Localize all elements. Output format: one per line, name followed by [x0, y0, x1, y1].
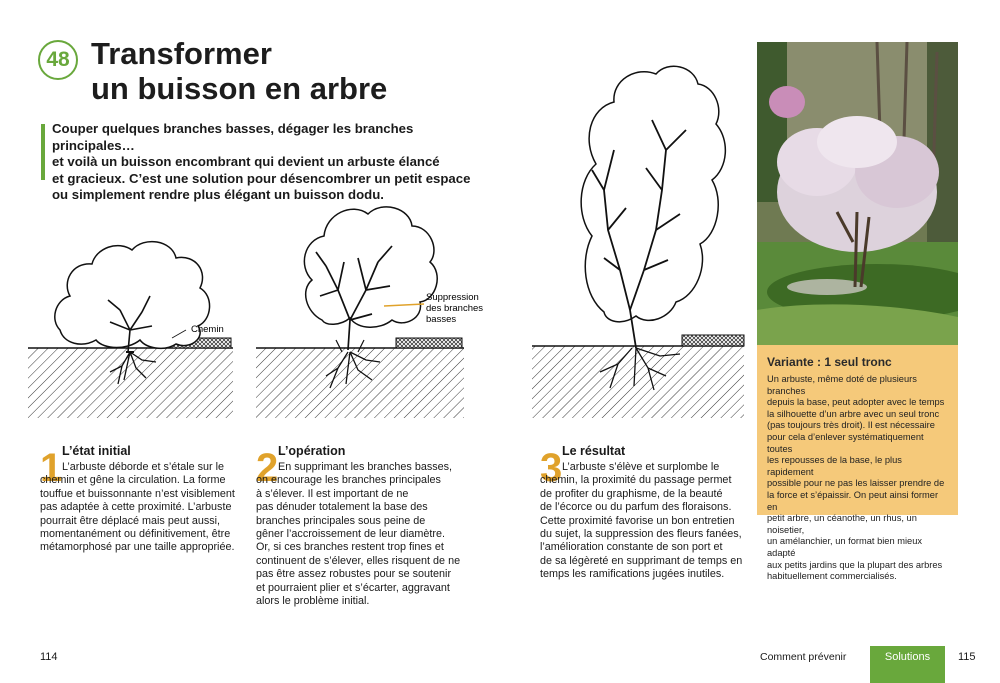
page-number-left: 114 — [40, 651, 58, 663]
body-line: les repousses de la base, le plus rapidement — [767, 455, 902, 477]
label-suppression-line3: basses — [426, 314, 457, 325]
section-tab-solutions[interactable]: Solutions — [870, 646, 945, 683]
body-line: En supprimant les branches basses, — [278, 461, 453, 473]
body-line: gêner l’accroissement de leur diamètre. — [256, 528, 446, 541]
garden-photo-art — [757, 42, 958, 345]
body-line: la force et s’épaissir. On peut ainsi former en — [767, 489, 939, 512]
body-line: alors le problème initial. — [256, 595, 370, 608]
body-line: à s’élever. Il est important de ne — [256, 487, 409, 500]
label-suppression-line1: Suppression — [426, 292, 479, 303]
chapter-number-badge: 48 — [38, 40, 78, 80]
body-line: de l’écorce ou du parfum des floraisons. — [540, 501, 732, 514]
body-line: petit arbre, un céanothe, un rhus, un noisetier, — [767, 513, 917, 535]
label-suppression-line2: des branches — [426, 303, 484, 314]
body-line: pas être assez robustes pour se soutenir — [256, 568, 452, 581]
body-line: continuent de s’élever, elles risquent de ne — [256, 554, 461, 567]
illustration-operation — [256, 207, 483, 418]
body-line: métamorphosé par une taille appropriée. — [40, 541, 235, 554]
body-line: du sujet, la suppression des fleurs fanées, — [540, 528, 742, 541]
lead-line: Couper quelques branches basses, dégager les branches principales… — [52, 121, 414, 153]
body-line: Cette proximité favorise un bon entretien — [540, 514, 735, 527]
body-line: momentanément ou définitivement, être — [40, 528, 231, 541]
body-line: la silhouette d’un arbre avec un seul tronc — [767, 408, 940, 419]
body-line: aux petits jardins que la plupart des arbres — [767, 559, 943, 570]
step-1-title: L’état initial — [62, 444, 131, 458]
lead-line: et gracieux. C’est une solution pour désencombrer un petit espace — [52, 170, 471, 186]
body-line: chemin et gêne la circulation. La forme — [40, 474, 226, 487]
variant-box — [757, 345, 958, 582]
body-line: pas adaptée à cette proximité. L’arbuste — [40, 501, 232, 514]
step-3-body — [540, 461, 762, 582]
body-line: chemin, la proximité du passage permet — [540, 474, 732, 487]
step-1-body — [40, 461, 247, 555]
step-1-number: 1 — [40, 446, 63, 490]
lead-line: et voilà un buisson encombrant qui devient un arbuste élancé — [52, 154, 440, 170]
body-line: touffue et buissonnante n’est visiblement — [40, 487, 235, 500]
tree-illustrations — [0, 0, 760, 440]
page-title-line2: un buisson en arbre — [91, 71, 388, 106]
body-line: de profiter du graphisme, de la beauté — [540, 487, 723, 500]
body-line: L’arbuste déborde et s’étale sur le — [62, 461, 225, 473]
body-line: Or, si ces branches restent trop fines et — [256, 541, 444, 554]
body-line: pour cela d’enlever systématiquement toutes — [767, 431, 924, 454]
body-line: et pourraient plier et s’écarter, aggravant — [256, 581, 450, 594]
illustration-initial-state — [28, 242, 233, 418]
body-line: possible pour ne pas les laisser prendre de — [767, 478, 945, 489]
variant-body — [767, 374, 949, 583]
body-line: depuis la base, peut adopter avec le temps — [767, 397, 945, 408]
body-line: pas dénuder totalement la base des — [256, 501, 428, 514]
step-2-number: 2 — [256, 446, 279, 490]
section-link-comment-prevenir[interactable]: Comment prévenir — [760, 651, 847, 663]
illustration-result — [532, 66, 744, 418]
body-line: pourrait être déplacé mais peut aussi, — [40, 514, 221, 527]
step-2-body — [256, 461, 478, 608]
body-line: de sa légèreté en supprimant de temps en — [540, 554, 743, 567]
body-line: L’arbuste s’élève et surplombe le — [562, 461, 720, 473]
body-line: (pas toujours très droit). Il est nécessaire — [767, 420, 935, 431]
body-line: l’amélioration constante de son port et — [540, 541, 723, 554]
step-3-title: Le résultat — [562, 444, 626, 458]
garden-photo — [757, 42, 958, 345]
step-2-title: L’opération — [278, 444, 346, 458]
variant-title: Variante : 1 seul tronc — [767, 355, 892, 369]
body-line: Un arbuste, même doté de plusieurs branches — [767, 374, 917, 396]
page-number-right: 115 — [958, 651, 976, 663]
body-line: un amélanchier, un format bien mieux adapté — [767, 536, 923, 558]
step-3-number: 3 — [540, 446, 563, 490]
body-line: temps les ramifications jugées inutiles. — [540, 568, 725, 581]
lead-line: ou simplement rendre plus élégant un buisson dodu. — [52, 187, 384, 203]
body-line: habituellement commercialisés. — [767, 571, 897, 582]
page-title-line1: Transformer — [91, 36, 272, 71]
body-line: on encourage les branches principales — [256, 474, 441, 487]
label-chemin: Chemin — [191, 324, 224, 335]
body-line: branches principales sous peine de — [256, 514, 426, 527]
